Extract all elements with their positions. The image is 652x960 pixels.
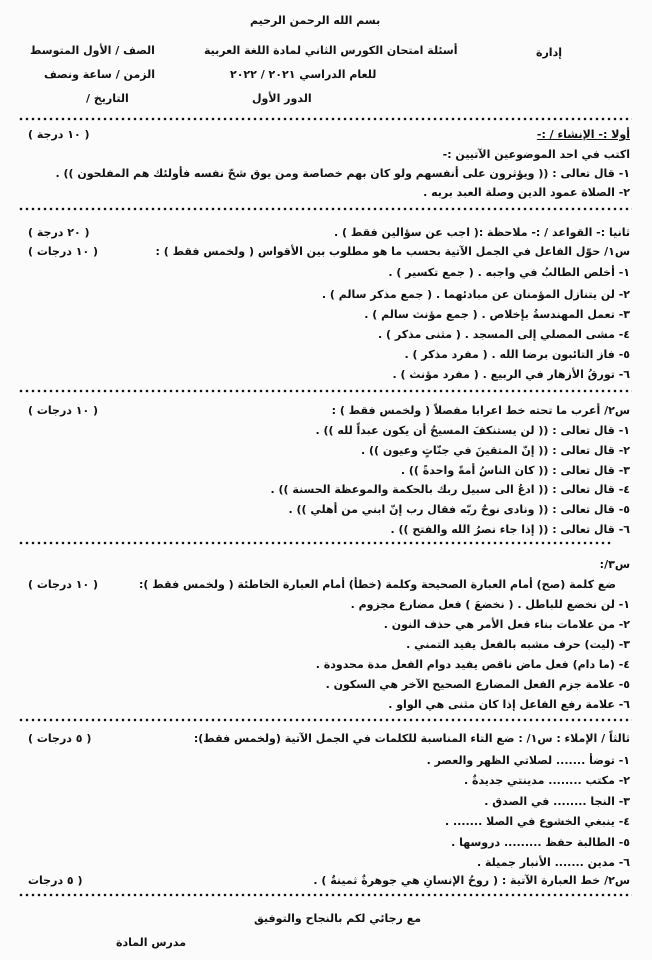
q2-s1-marks: ( ١٠ درجات ) [28, 245, 99, 258]
q3-item: ٥- الطالبة حفظ ......... دروسها . [451, 836, 630, 849]
separator [18, 206, 632, 212]
q3-item: ٦- مدين ....... الأنبار جميلة . [476, 856, 630, 869]
grade-label: الصف / الأول المتوسط [30, 44, 155, 57]
q2-s3-instruction: ضع كلمة (صح) أمام العبارة الصحيحة وكلمة (خطأ) أمام العبارة الخاطئة ( ولخمس فقط ): [139, 578, 616, 591]
separator [18, 717, 632, 723]
q2-s2-item: ٢- قال تعالى : (( إنّ المتقينَ في جنّاتٍ وعيون )) . [361, 444, 630, 457]
teacher-signature-label: مدرس المادة [116, 936, 187, 949]
q2-s2-title: س٢/ أعرب ما تحته خط اعرابا مفصلاً ( ولخمس فقط ) : [331, 404, 630, 417]
separator [18, 540, 612, 546]
q2-s1-title: س١/ حوّل الفاعل في الجمل الآتية بحسب ما هو مطلوب بين الأقواس ( ولخمس فقط ) : [155, 245, 630, 258]
q1-title: أولا :- الإنشاء / :- [536, 128, 630, 141]
q3-marks: ( ٥ درجات ) [28, 732, 92, 745]
exam-round: الدور الأول [252, 92, 312, 105]
q1-item: ٢- الصلاة عمود الدين وصلة العبد بربه . [423, 186, 630, 199]
academic-year: للعام الدراسي ٢٠٢١ / ٢٠٢٢ [230, 68, 377, 81]
q2-s2-item: ٦- قال تعالى : (( إذا جاء نصرُ الله والفتح )) . [390, 523, 630, 536]
q2-s3-item: ٢- من علامات بناء فعل الأمر هي حذف النون . [383, 618, 630, 631]
q2-s2-item: ٣- قال تعالى : (( كان الناسُ أمةً واحدةً )) . [400, 464, 630, 477]
q2-s3-item: ١- لن نخضع للباطل . ( نخضعَ ) فعل مضارع مجزوم . [350, 598, 630, 611]
q3-item: ٢- مكتب ........ مدينتي جديدةٌ . [463, 774, 630, 787]
exam-title: أسئلة امتحان الكورس الثاني لمادة اللغة العربية [204, 44, 458, 57]
q2-s2-item: ١- قال تعالى : (( لن يستنكفَ المسيحُ أن يكون عبداً لله )) . [315, 424, 630, 437]
q2-s2-marks: ( ١٠ درجات ) [28, 404, 99, 417]
q2-s1-item: ٣- تعمل المهندسةُ بإخلاص . ( جمع مؤنث سالم ) . [364, 308, 630, 321]
q2-s2-item: ٥- قال تعالى : (( ونادى نوحٌ ربّه فقال رب إنّ ابني من أهلي )) . [288, 503, 630, 516]
q2-s3-marks: ( ١٠ درجات ) [28, 578, 99, 591]
separator [18, 892, 632, 898]
q1-item: ١- قال تعالى : (( ويؤثرون على أنفسهم ولو كان بهم خصاصة ومن يوق شحّ نفسه فأولئك هم المفلحون )) . [55, 167, 630, 180]
q2-marks: ( ٢٠ درجة ) [28, 226, 90, 239]
separator [18, 388, 632, 394]
q2-s3-title: س٣/: [599, 558, 630, 571]
q3-item: ١- توضأ ....... لصلاتي الظهر والعصر . [426, 754, 630, 767]
q3-item: ٤- ينبغي الخشوع في الصلا ....... . [445, 815, 630, 828]
exam-date: التاريخ / [86, 92, 129, 105]
exam-duration: الزمن / ساعة ونصف [44, 68, 155, 81]
basmala: بسم الله الرحمن الرحيم [250, 14, 381, 27]
q1-marks: ( ١٠ درجة ) [28, 128, 90, 141]
separator [18, 116, 632, 122]
q3-title: ثالثاً / الإملاء : س١/ : ضع التاء المناسبة للكلمات في الجمل الآتية (ولخمس فقط): [193, 732, 630, 745]
q3-item: ٣- النجا ........ في الصدق . [484, 795, 630, 808]
q2-s3-item: ٣- (ليت) حرف مشبه بالفعل يفيد التمني . [406, 638, 630, 651]
q2-s3-item: ٤- (ما دام) فعل ماض ناقص يفيد دوام الفعل مدة محدودة . [315, 658, 630, 671]
q2-title: ثانيا :- القواعد / :- ملاحظة :( اجب عن سؤالين فقط ) . [333, 226, 630, 239]
q2-s1-item: ٥- فاز التائبون برضا الله . ( مفرد مذكر ) . [404, 348, 630, 361]
administration-label: إدارة [535, 46, 562, 59]
q2-s3-item: ٦- علامة رفع الفاعل إذا كان مثنى هي الواو . [388, 698, 630, 711]
q2-s1-item: ١- أخلص الطالبُ في واجبه . ( جمع تكسير ) . [388, 266, 630, 279]
q2-s3-item: ٥- علامة جزم الفعل المضارع الصحيح الآخر هي السكون . [325, 678, 630, 691]
q3-s2-title: س٢/ خط العبارة الآتية : ( روحُ الإنسانِ هي جوهرةٌ ثمينةٌ ) . [313, 874, 630, 887]
q1-instruction: اكتب في احد الموضوعين الآتيين :- [442, 148, 630, 161]
q2-s2-item: ٤- قال تعالى : (( ادعُ الى سبيل ربك بالحكمة والموعظة الحسنة )) . [270, 483, 630, 496]
q3-s2-marks: ( ٥ درجات [28, 874, 83, 887]
q2-s1-item: ٦- تورقُ الأزهار في الربيع . ( مفرد مؤنث ) . [392, 368, 630, 381]
q2-s1-item: ٤- مشى المصلي إلى المسجد . ( مثنى مذكر ) . [378, 328, 630, 341]
q2-s1-item: ٢- لن يتنازل المؤمنان عن مبادئهما . ( جمع مذكر سالم ) . [321, 288, 630, 301]
closing-wish: مع رجائي لكم بالنجاح والتوفيق [254, 912, 422, 925]
